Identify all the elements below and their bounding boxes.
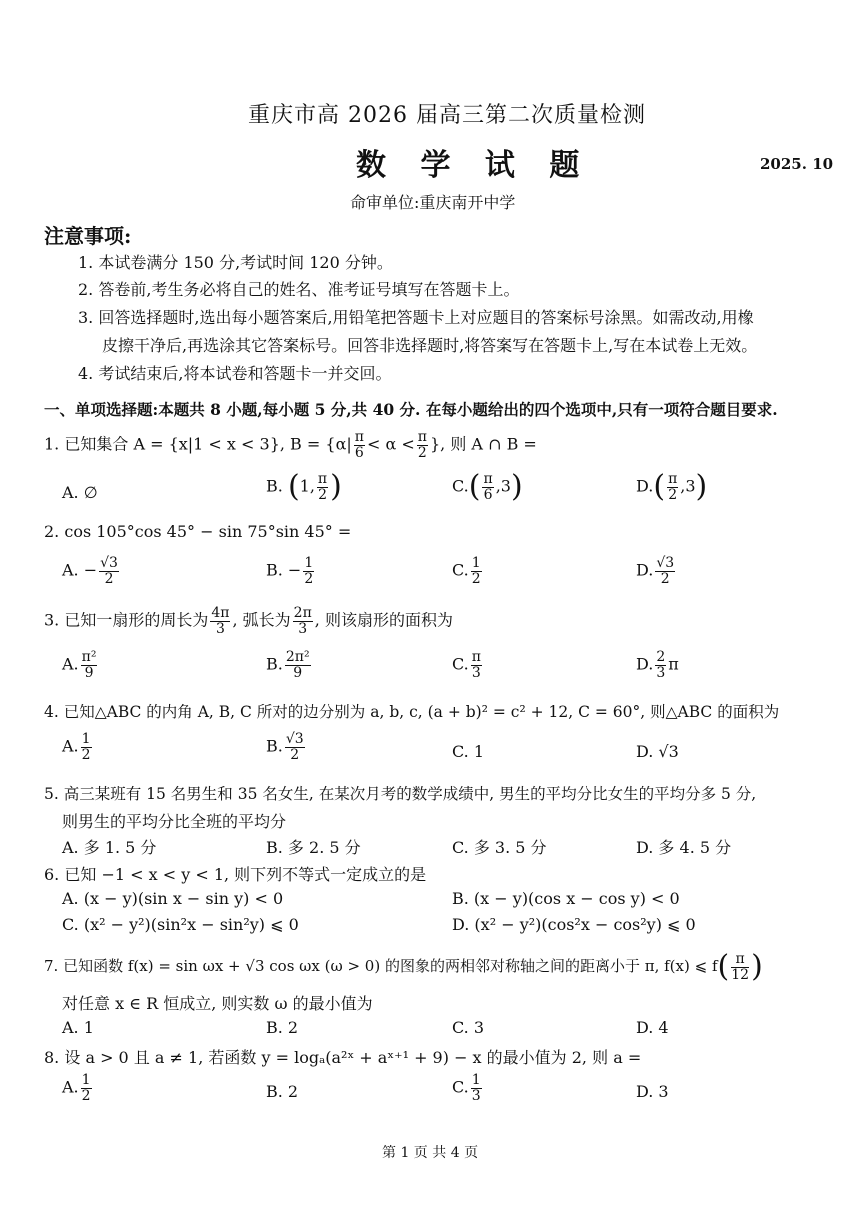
q1-option-b: B. (1, $\frac{\pi}{2}$ ) — [266, 469, 342, 505]
q5-option-b: B. 多 2. 5 分 — [266, 838, 361, 857]
q3-option-a: A. $\frac{\text{π²}}{9}$ — [62, 649, 97, 681]
note-item: 皮擦干净后,再选涂其它答案标号。回答非选择题时,将答案写在答题卡上,写在本试卷上无效。 — [102, 336, 758, 355]
q4-option-b: B. $\frac{√3}{2}$ — [266, 731, 304, 763]
question-7-line2: 对任意 x ∈ R 恒成立, 则实数 ω 的最小值为 — [62, 994, 373, 1013]
question-1: 1. 已知集合 A = {x|1 < x < 3}, B = {α| $\frac{\pi}{6}$ < α < $\frac{\pi}{2}$ }, 则 A ∩ B = — [44, 429, 537, 461]
q1-option-d: D.( $\frac{\pi}{2}$ ,3) — [636, 469, 708, 505]
notes-heading: 注意事项: — [44, 224, 132, 248]
q8-option-d: D. 3 — [636, 1082, 669, 1101]
q6-option-d: D. (x² − y²)(cos²x − cos²y) ⩽ 0 — [452, 915, 696, 934]
question-6: 6. 已知 −1 < x < y < 1, 则下列不等式一定成立的是 — [44, 865, 427, 884]
q7-option-a: A. 1 — [62, 1018, 94, 1037]
q3-option-c: C. $\frac{\pi}{3}$ — [452, 649, 481, 681]
section-heading: 一、单项选择题:本题共 8 小题,每小题 5 分,共 40 分. 在每小题给出的四个选项中,只有一项符合题目要求. — [44, 400, 778, 419]
q4-option-d: D. √3 — [636, 742, 679, 761]
subject-title: 数 学 试 题 — [356, 148, 592, 183]
exam-date: 2025. 10 — [760, 155, 834, 173]
q5-option-d: D. 多 4. 5 分 — [636, 838, 732, 857]
exam-title: 重庆市高 2026 届高三第二次质量检测 — [248, 103, 646, 128]
q5-option-c: C. 多 3. 5 分 — [452, 838, 547, 857]
q1-stem: 1. 已知集合 A = {x|1 < x < 3}, B = — [44, 434, 321, 454]
question-5-line2: 则男生的平均分比全班的平均分 — [62, 812, 287, 831]
q6-option-c: C. (x² − y²)(sin²x − sin²y) ⩽ 0 — [62, 915, 299, 934]
question-8: 8. 设 a > 0 且 a ≠ 1, 若函数 y = logₐ(a²ˣ + aˣ⁺¹ + 9) − x 的最小值为 2, 则 a = — [44, 1048, 642, 1067]
q2-option-b: B. − $\frac{1}{2}$ — [266, 555, 314, 587]
question-4: 4. 已知△ABC 的内角 A, B, C 所对的边分别为 a, b, c, (a + b)² = c² + 12, C = 60°, 则△ABC 的面积为 — [44, 703, 780, 721]
q3-option-d: D. $\frac{2}{3}$ π — [636, 649, 679, 681]
q1-option-a: A. ∅ — [62, 483, 98, 502]
q4-option-a: A. $\frac{1}{2}$ — [62, 731, 91, 763]
q2-option-c: C. $\frac{1}{2}$ — [452, 555, 481, 587]
page-footer: 第 1 页 共 4 页 — [382, 1145, 479, 1161]
question-3: 3. 已知一扇形的周长为 $\frac{4\pi}{3}$ , 弧长为 $\frac{2\pi}{3}$ , 则该扇形的面积为 — [44, 605, 453, 637]
q2-option-d: D. $\frac{√3}{2}$ — [636, 555, 675, 587]
note-item: 4. 考试结束后,将本试卷和答题卡一并交回。 — [78, 364, 392, 383]
q3-option-b: B. $\frac{\text{2π²}}{9}$ — [266, 649, 310, 681]
note-item: 2. 答卷前,考生务必将自己的姓名、准考证号填写在答题卡上。 — [78, 280, 520, 299]
q8-option-a: A. $\frac{1}{2}$ — [62, 1072, 91, 1104]
q8-option-b: B. 2 — [266, 1082, 299, 1101]
q1-option-c: C.( $\frac{\pi}{6}$ ,3) — [452, 469, 523, 505]
q7-option-b: B. 2 — [266, 1018, 299, 1037]
q7-option-d: D. 4 — [636, 1018, 669, 1037]
q8-option-c: C. $\frac{1}{3}$ — [452, 1072, 481, 1104]
note-item: 1. 本试卷满分 150 分,考试时间 120 分钟。 — [78, 253, 393, 272]
q4-option-c: C. 1 — [452, 742, 485, 761]
q6-option-a: A. (x − y)(sin x − sin y) < 0 — [62, 889, 284, 908]
question-5: 5. 高三某班有 15 名男生和 35 名女生, 在某次月考的数学成绩中, 男生的平均分比女生的平均分多 5 分, — [44, 785, 757, 803]
note-item: 3. 回答选择题时,选出每小题答案后,用铅笔把答题卡上对应题目的答案标号涂黑。如需改动,用橡 — [78, 308, 754, 327]
q6-option-b: B. (x − y)(cos x − cos y) < 0 — [452, 889, 680, 908]
q2-option-a: A. − $\frac{√3}{2}$ — [62, 555, 118, 587]
q5-option-a: A. 多 1. 5 分 — [62, 838, 157, 857]
question-7: 7. 已知函数 f(x) = sin ωx + √3 cos ωx (ω > 0) 的图象的两相邻对称轴之间的距离小于 π, f(x) ⩽ f( $\frac{\pi}{12}$ ) — [44, 949, 763, 985]
q7-option-c: C. 3 — [452, 1018, 485, 1037]
setter-unit: 命审单位:重庆南开中学 — [350, 193, 516, 212]
question-2: 2. cos 105°cos 45° − sin 75°sin 45° = — [44, 522, 352, 541]
